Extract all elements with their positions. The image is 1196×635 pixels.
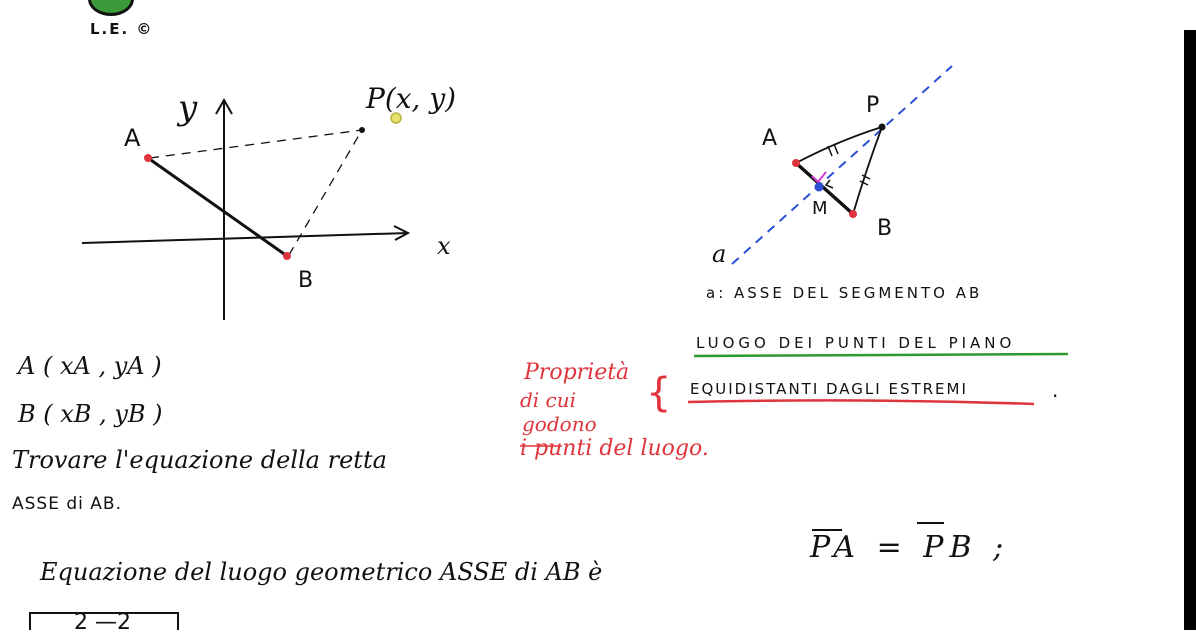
definition-line2: EQUIDISTANTI DAGLI ESTREMI	[690, 380, 968, 398]
x-axis	[82, 233, 408, 243]
bottom-formula: 2 —2	[74, 610, 131, 635]
label-point-a: A	[124, 124, 141, 152]
segment-bp	[853, 127, 882, 214]
point-b-right-dot	[849, 210, 857, 218]
point-p-dot	[359, 127, 365, 133]
segment-ap	[796, 127, 882, 163]
given-b-coords: B ( xB , yB )	[18, 400, 163, 428]
equation-text: Equazione del luogo geometrico ASSE di AB è	[40, 558, 603, 586]
logo-text: L.E. ©	[90, 20, 154, 38]
label-point-p: P(x, y)	[366, 82, 457, 115]
definition-line1: LUOGO DEI PUNTI DEL PIANO	[696, 334, 1016, 352]
point-a-right-dot	[792, 159, 800, 167]
tick-ap-2	[834, 144, 838, 154]
point-p-right-dot	[879, 124, 886, 131]
label-x-axis: x	[437, 232, 451, 260]
label-point-m: M	[812, 198, 828, 219]
task-line2: ASSE di AB.	[12, 494, 122, 514]
label-y-axis: y	[178, 88, 198, 128]
red-brace: {	[646, 370, 672, 416]
label-line-a: a	[712, 240, 727, 268]
red-note-line2: di cui	[520, 388, 577, 412]
label-point-b-right: B	[877, 216, 893, 241]
scrollbar[interactable]	[1184, 30, 1196, 630]
point-a-dot	[144, 154, 152, 162]
dashed-ap	[150, 130, 362, 158]
equation-formula: PA = PB ;	[810, 530, 1010, 565]
axis-line-a	[732, 66, 952, 264]
midpoint-ticks	[826, 180, 833, 188]
label-point-a-right: A	[762, 126, 778, 151]
given-a-coords: A ( xA , yA )	[18, 352, 162, 380]
red-note-line4: i punti del luogo.	[520, 436, 709, 461]
underline-green	[694, 354, 1068, 356]
definition-period: .	[1052, 378, 1059, 402]
point-m-dot	[815, 183, 824, 192]
red-note-line3: godono	[522, 412, 597, 436]
label-point-b: B	[298, 268, 314, 293]
red-note-line1: Proprietà	[524, 360, 630, 385]
label-point-p-right: P	[866, 93, 880, 118]
point-b-dot	[283, 252, 291, 260]
underline-red	[688, 400, 1034, 404]
definition-title: a: ASSE DEL SEGMENTO AB	[706, 284, 983, 302]
task-line1: Trovare l'equazione della retta	[12, 446, 387, 474]
